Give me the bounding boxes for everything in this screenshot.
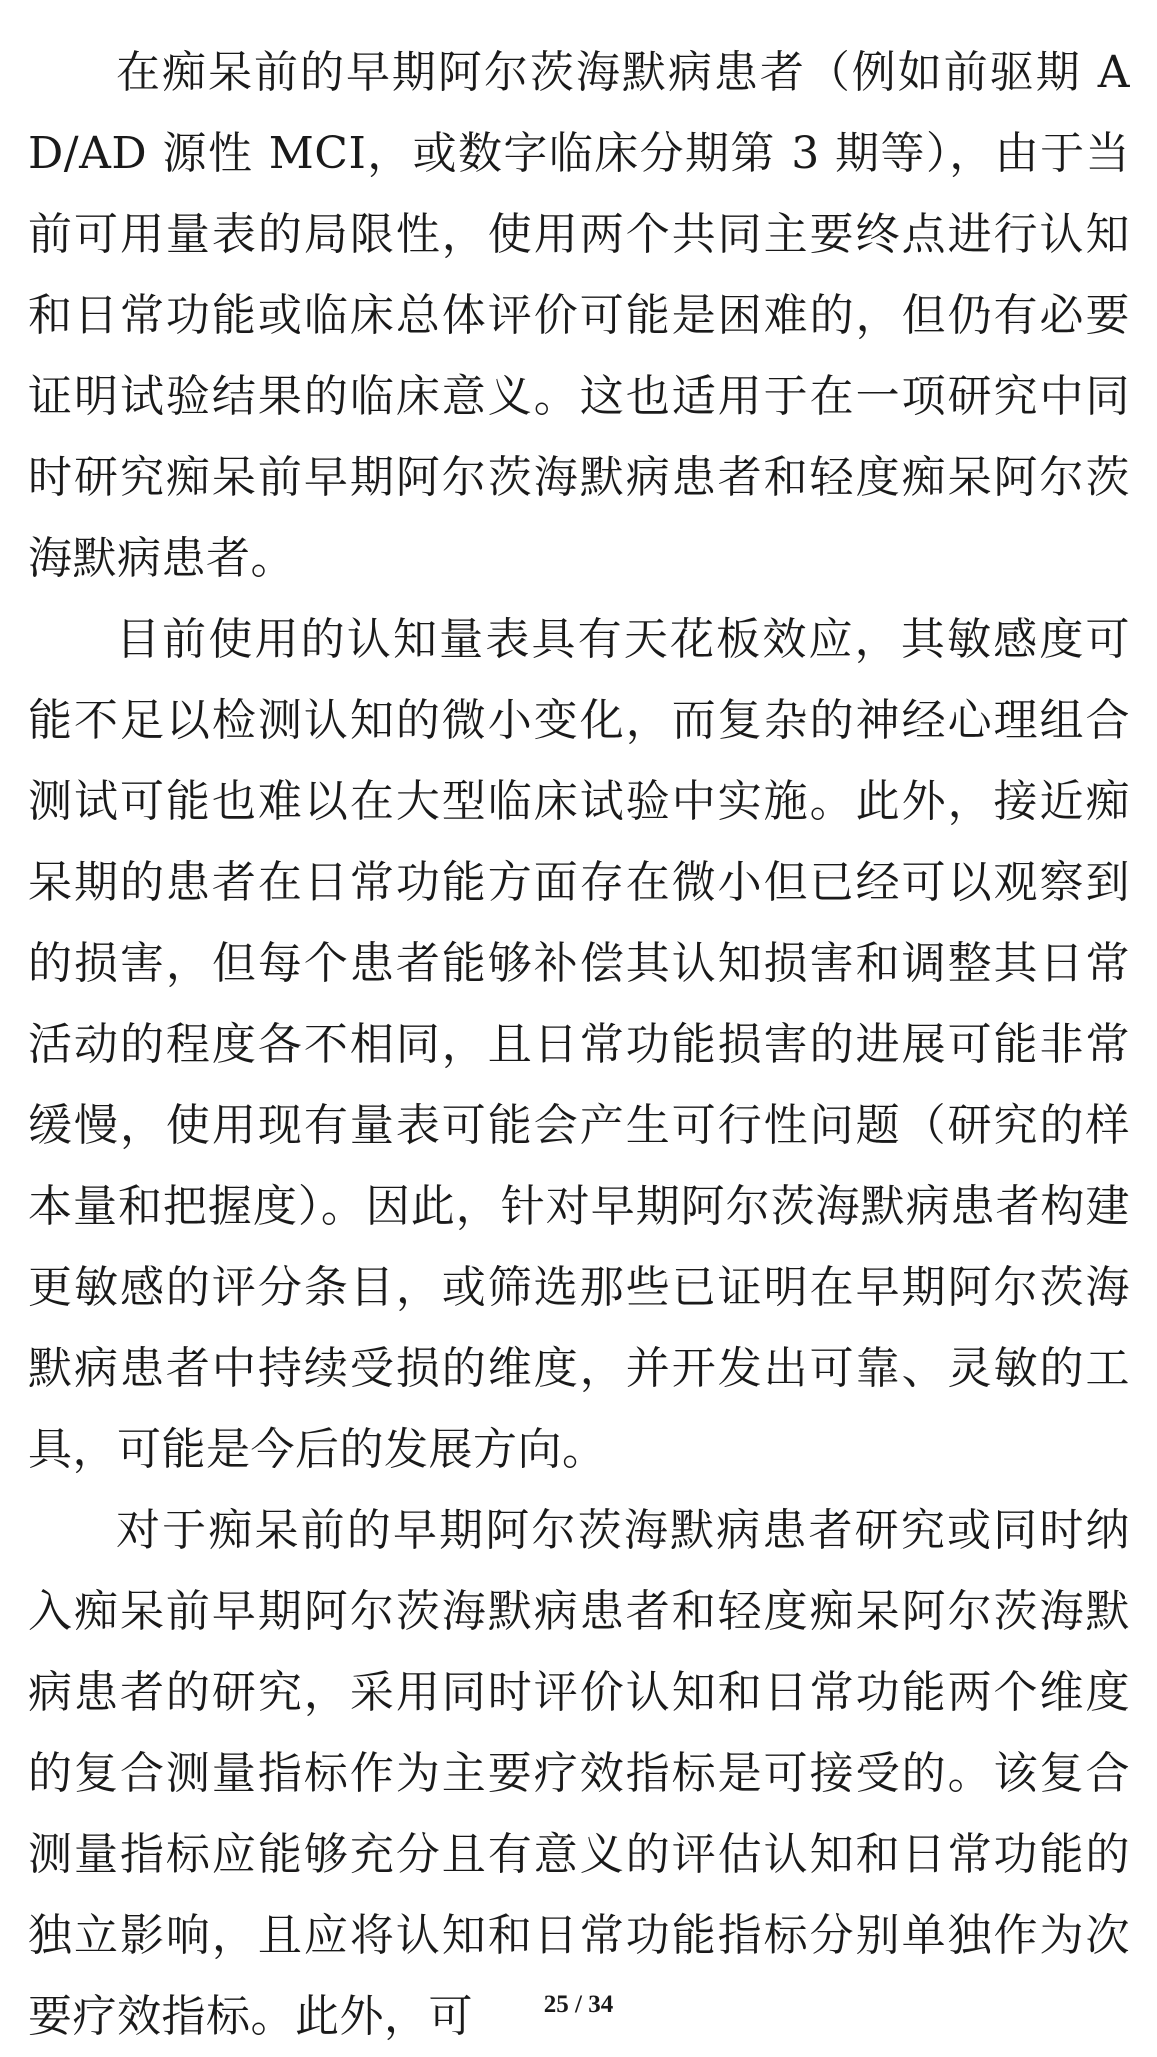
paragraph-2: 目前使用的认知量表具有天花板效应，其敏感度可能不足以检测认知的微小变化，而复杂的神经心理组合测试可能也难以在大型临床试验中实施。此外，接近痴呆期的患者在日常功能方面存在微小但已经可以观察到的损害，但每个患者能够补偿其认知损害和调整其日常活动的程度各不相同，且日常功能损害的进展可能非常缓慢，使用现有量表可能会产生可行性问题（研究的样本量和把握度）。因此，针对早期阿尔茨海默病患者构建更敏感的评分条目，或筛选那些已证明在早期阿尔茨海默病患者中持续受损的维度，并开发出可靠、灵敏的工具，可能是今后的发展方向。	[28, 614, 1130, 1475]
paragraph-1: 在痴呆前的早期阿尔茨海默病患者（例如前驱期 AD/AD 源性 MCI，或数字临床分期第 3 期等），由于当前可用量表的局限性，使用两个共同主要终点进行认知和日常功能或临床总体评价可能是困难的，但仍有必要证明试验结果的临床意义。这也适用于在一项研究中同时研究痴呆前早期阿尔茨海默病患者和轻度痴呆阿尔茨海默病患者。	[28, 47, 1130, 584]
page-number: 25 / 34	[543, 1991, 614, 2018]
paragraph-3: 对于痴呆前的早期阿尔茨海默病患者研究或同时纳入痴呆前早期阿尔茨海默病患者和轻度痴呆阿尔茨海默病患者的研究，采用同时评价认知和日常功能两个维度的复合测量指标作为主要疗效指标是可接受的。该复合测量指标应能够充分且有意义的评估认知和日常功能的独立影响，且应将认知和日常功能指标分别单独作为次要疗效指标。此外，可	[28, 1505, 1130, 2042]
document-body	[28, 32, 1130, 2057]
